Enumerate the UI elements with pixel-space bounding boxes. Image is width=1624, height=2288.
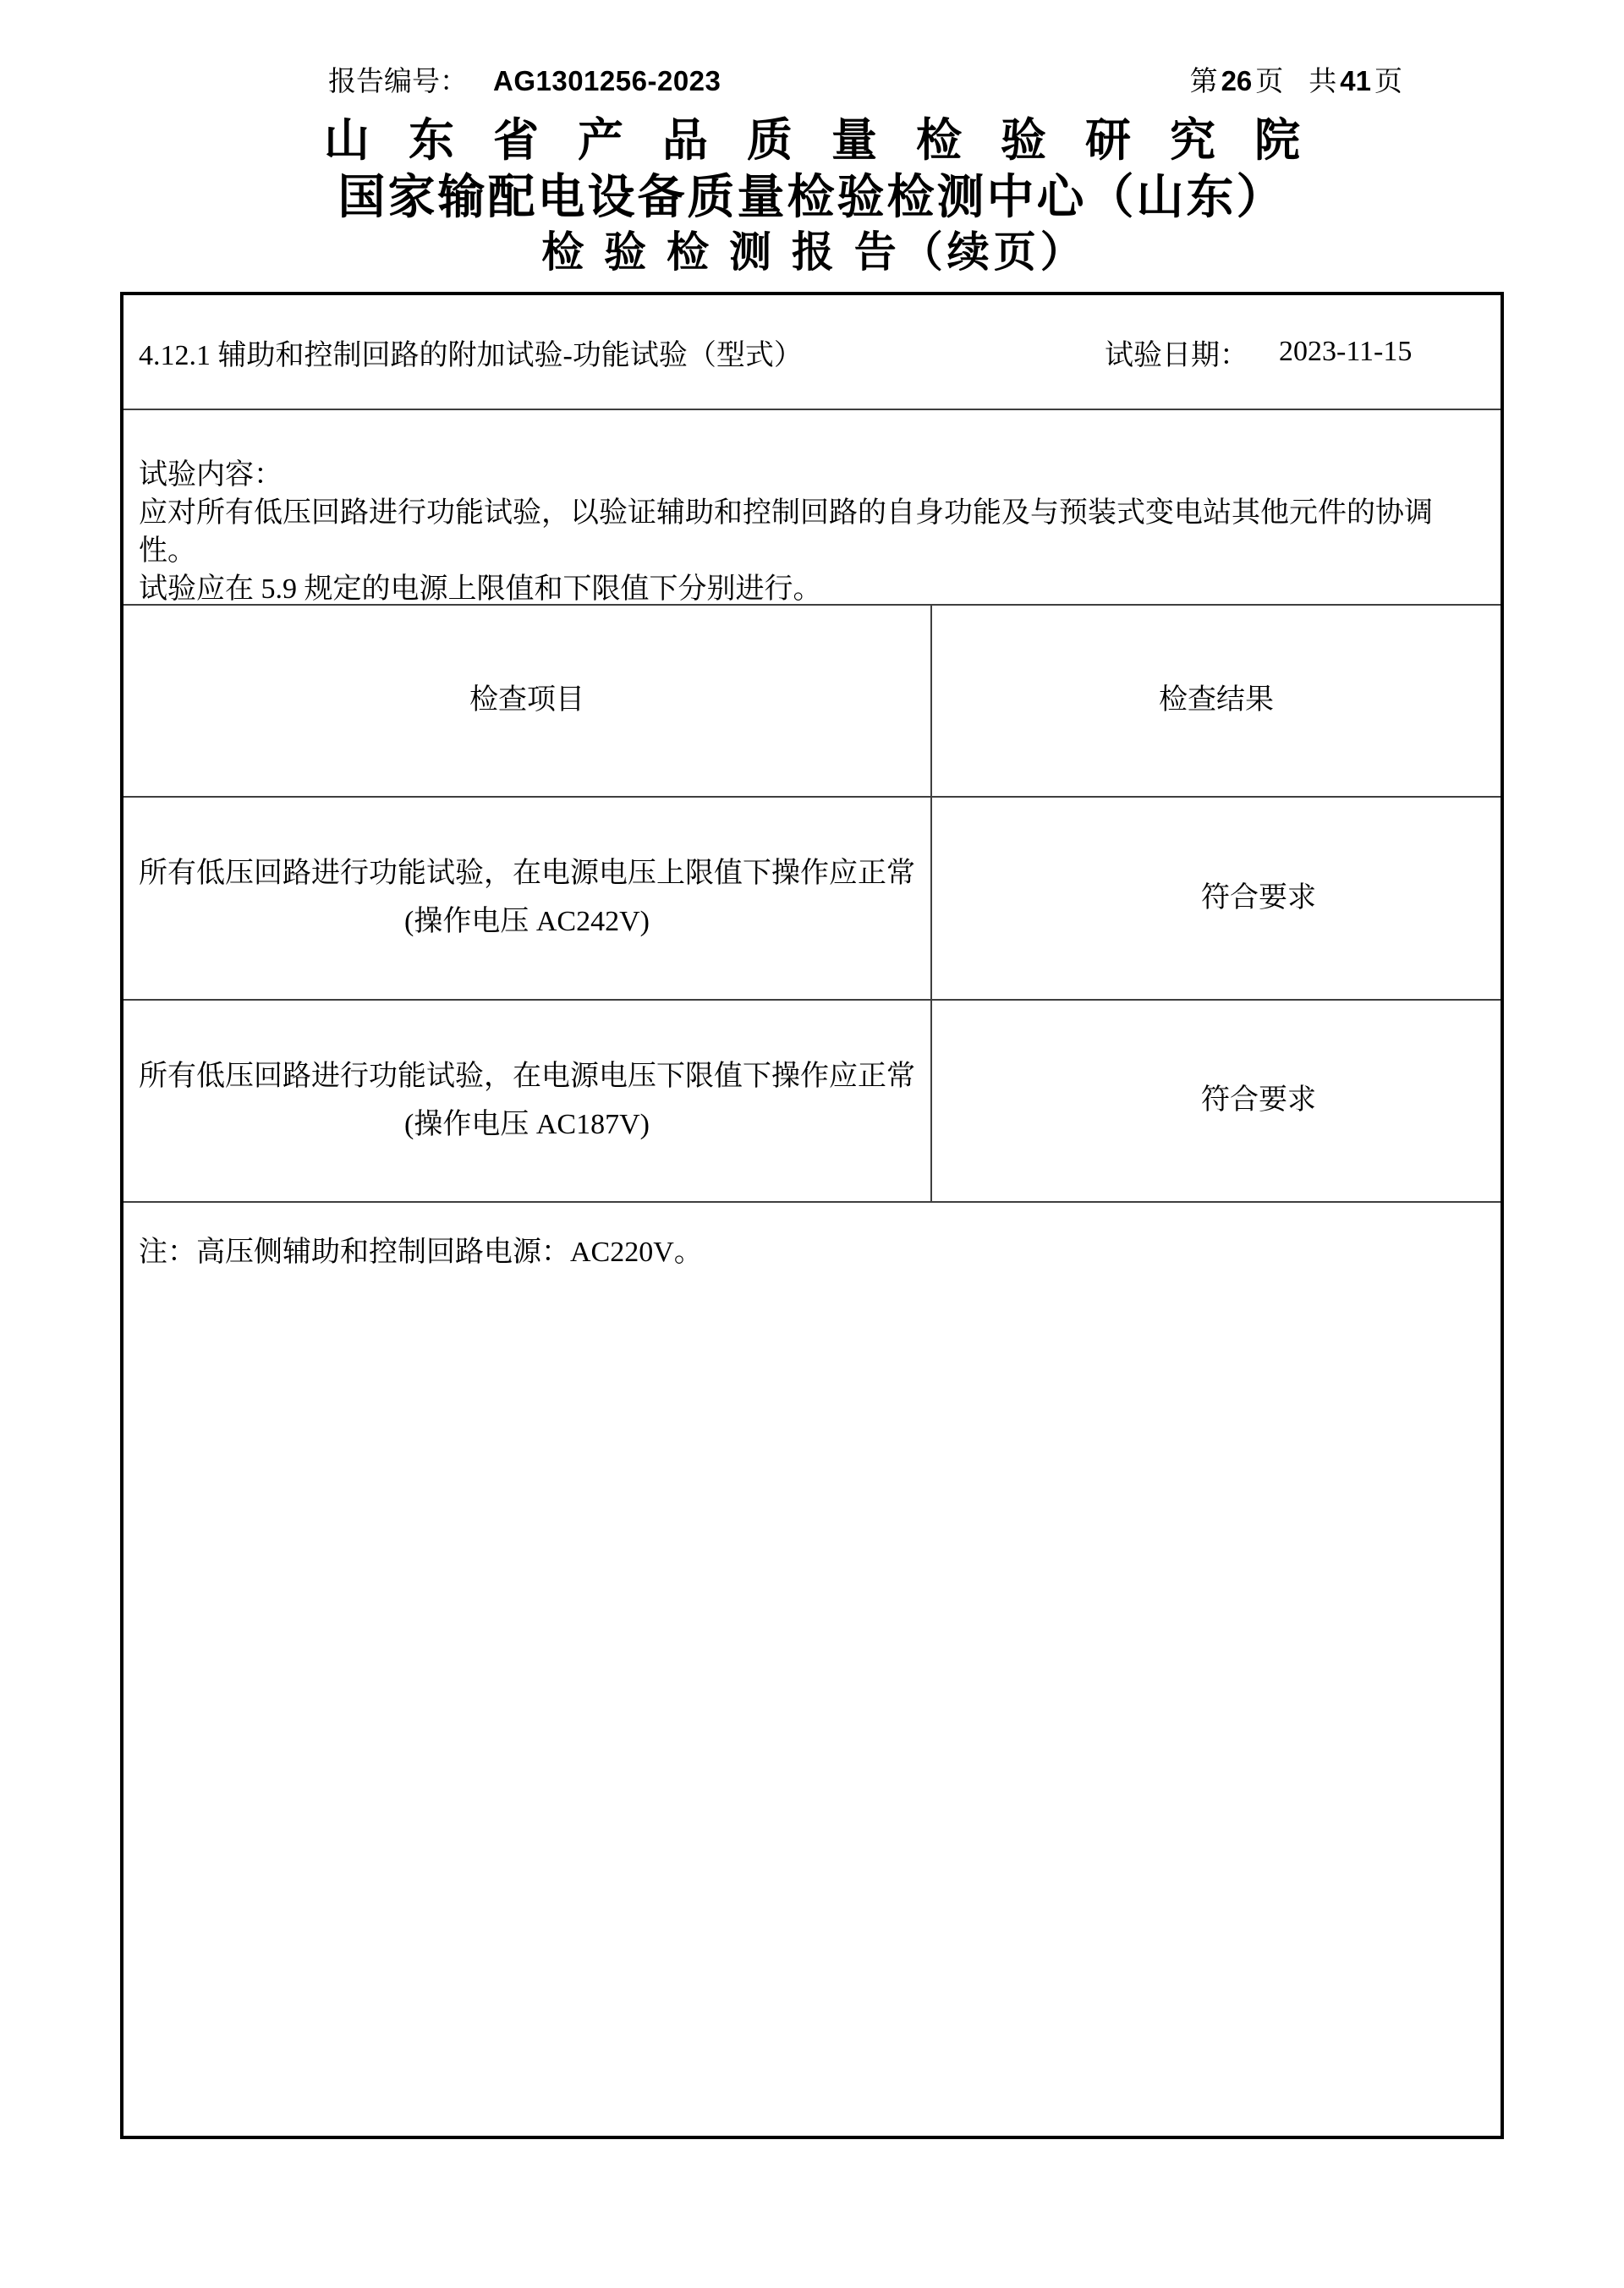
institute-title: 山东省产品质量检验研究院: [324, 115, 1339, 166]
test-content-line2: 试验应在 5.9 规定的电源上限值和下限值下分别进行。: [139, 573, 822, 605]
note-row: [123, 1201, 1501, 1271]
page-indicator: [1190, 59, 1402, 99]
test-date: [1105, 295, 1412, 409]
row-1-result-text: 符合要求: [1201, 881, 1316, 914]
test-date-value: 2023-11-15: [1279, 336, 1413, 367]
page-current-prefix: 第: [1189, 66, 1218, 97]
table-row-1-result: [932, 796, 1501, 999]
page-total-number: 41: [1340, 64, 1371, 96]
table-row-1-item: [123, 796, 930, 999]
table-row-2-result: [932, 999, 1501, 1201]
page-total-prefix: 共: [1309, 66, 1337, 97]
column-header-item: 检查项目: [469, 684, 584, 716]
page-current-number: 26: [1221, 64, 1253, 96]
row-2-result-text: 符合要求: [1201, 1084, 1316, 1116]
report-number-value: AG1301256-2023: [493, 64, 721, 96]
page-current-suffix: 页: [1255, 66, 1284, 97]
page-total-suffix: 页: [1374, 66, 1402, 97]
test-date-label: 试验日期：: [1105, 339, 1248, 371]
row-2-item-line1: 所有低压回路进行功能试验，在电源电压下限值下操作应正常: [139, 1060, 915, 1092]
note-text: 注：高压侧辅助和控制回路电源：AC220V。: [139, 1237, 703, 1268]
row-2-item-line2: (操作电压 AC187V): [404, 1108, 650, 1140]
test-content-label: 试验内容：: [139, 459, 283, 491]
page-header: [328, 59, 1402, 98]
table-row-2-item: [123, 999, 930, 1201]
row-1-item-line1: 所有低压回路进行功能试验，在电源电压上限值下操作应正常: [139, 858, 915, 889]
section-title: 4.12.1 辅助和控制回路的附加试验-功能试验（型式）: [139, 339, 803, 371]
report-title: 检 验 检 测 报 告（续页）: [541, 228, 1087, 276]
report-table: [120, 292, 1504, 2139]
row-1-item-line2: (操作电压 AC242V): [404, 906, 650, 937]
section-header-row: [123, 295, 1501, 409]
test-content-line1: 应对所有低压回路进行功能试验，以验证辅助和控制回路的自身功能及与预装式变电站其他元件的协调性。: [139, 497, 1433, 567]
test-content: [123, 409, 1501, 608]
column-header-result: 检查结果: [1159, 684, 1274, 716]
report-number: [328, 59, 721, 99]
center-title: 国家输配电设备质量检验检测中心（山东）: [337, 170, 1287, 223]
report-number-label: 报告编号：: [328, 66, 468, 97]
